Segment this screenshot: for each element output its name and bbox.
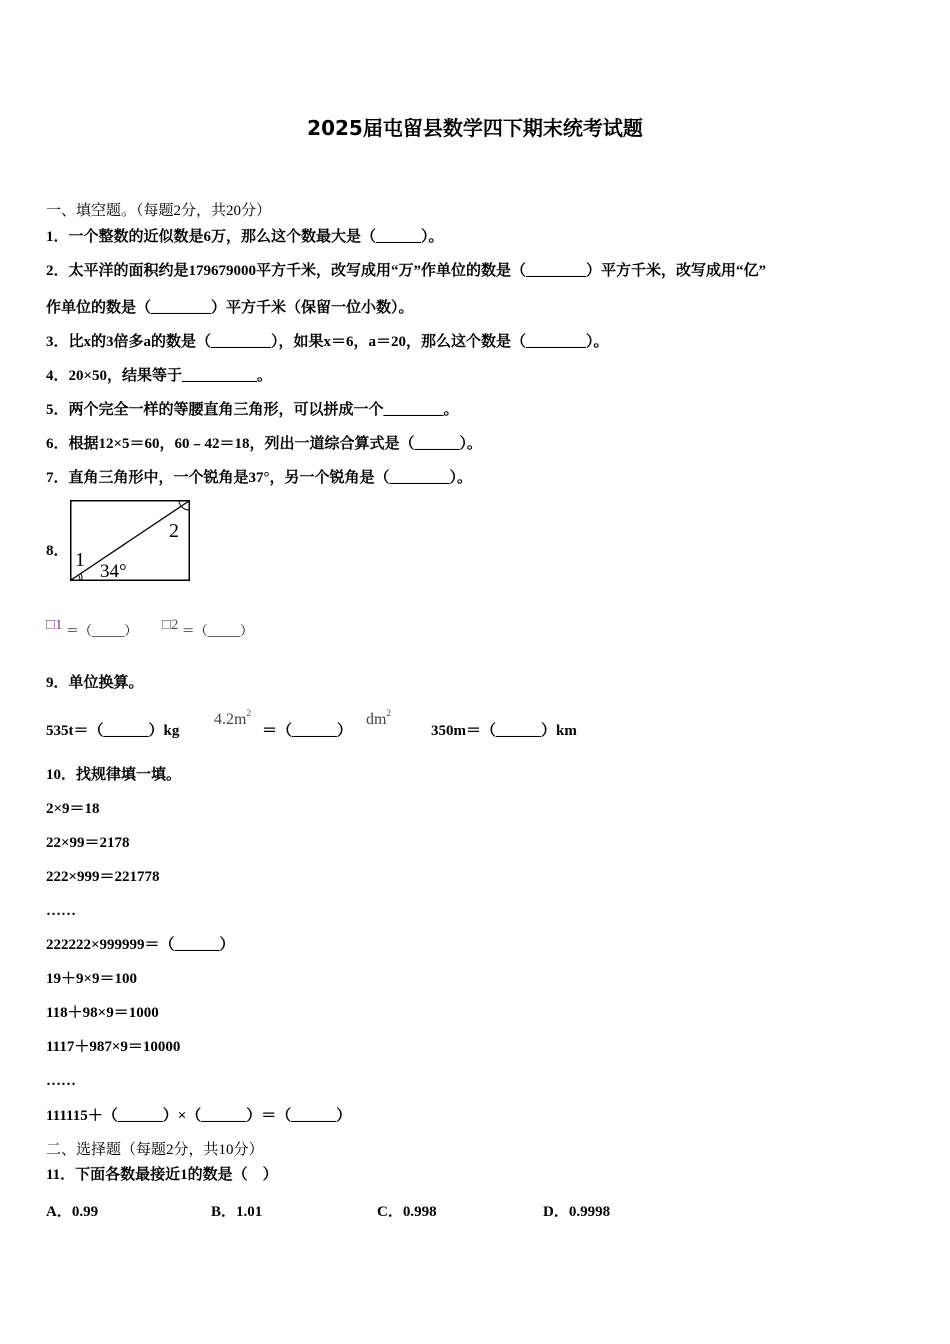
question-9-heading: 9．单位换算。 [46,675,144,691]
angle-2-blank: ＝（_____） [181,623,254,638]
conversion-meters: 350m＝（______）km [431,723,577,739]
conversion-area-unit: $dm^2$ [366,708,391,728]
pattern-line: 1117＋987×9＝10000 [46,1039,181,1055]
question-8-number: 8． [46,543,69,559]
question-1: 1．一个整数的近似数是6万，那么这个数最大是（______）。 [46,229,444,245]
question-3: 3．比x的3倍多a的数是（________），如果x＝6，a＝20，那么这个数是（________）。 [46,334,609,350]
pattern-line-blank: 222222×999999＝（______） [46,937,235,953]
option-c[interactable]: C．0.998 [377,1204,437,1220]
question-7: 7．直角三角形中，一个锐角是37°，另一个锐角是（________）。 [46,470,473,486]
conversion-area-value: $4.2m^2$ [214,708,251,728]
option-d[interactable]: D．0.9998 [543,1204,611,1220]
angle-arc-1-outer [81,573,83,580]
pattern-ellipsis: …… [46,903,76,919]
angle-label-1: 1 [75,549,85,571]
pattern-line: 19＋9×9＝100 [46,971,138,987]
pattern-ellipsis: …… [46,1073,76,1089]
question-2-line-1: 2．太平洋的面积约是179679000平方千米，改写成用“万”作单位的数是（________）平方千米，改写成用“亿” [46,263,767,279]
rectangle-diagonal-figure [70,500,190,581]
pattern-line: 2×9＝18 [46,801,100,817]
angle-label-2: 2 [169,520,179,542]
pattern-line: 22×99＝2178 [46,835,130,851]
conversion-area-blank: ＝（______） [262,723,353,739]
section-heading-fill-blank: 一、填空题。（每题2分，共20分） [46,203,272,219]
angle-2-symbol: □2 [161,617,179,633]
question-10-heading: 10．找规律填一填。 [46,767,182,783]
pattern-line-blank: 111115＋（______）×（______）＝（______） [46,1108,352,1124]
option-a[interactable]: A．0.99 [46,1204,99,1220]
question-4: 4．20×50，结果等于__________。 [46,368,273,384]
angle-arc-1 [79,575,81,580]
question-2-line-2: 作单位的数是（________）平方千米（保留一位小数）。 [46,300,414,316]
section-heading-multiple-choice: 二、选择题（每题2分，共10分） [46,1142,264,1158]
question-11: 11．下面各数最接近1的数是（ ） [46,1167,278,1183]
question-5: 5．两个完全一样的等腰直角三角形，可以拼成一个________。 [46,402,459,418]
pattern-line: 118＋98×9＝1000 [46,1005,159,1021]
question-8-answers [46,617,253,639]
option-b[interactable]: B．1.01 [211,1204,263,1220]
pattern-line: 222×999＝221778 [46,869,160,885]
angle-1-symbol: □1 [46,617,63,633]
question-6: 6．根据12×5＝60，60﹣42＝18，列出一道综合算式是（______）。 [46,436,483,452]
conversion-tons: 535t＝（______）kg [46,723,180,739]
angle-1-blank: ＝（_____） [65,623,138,638]
page-title: 2025届屯留县数学四下期末统考试题 [307,116,643,140]
angle-degree-label: 34° [100,561,127,581]
